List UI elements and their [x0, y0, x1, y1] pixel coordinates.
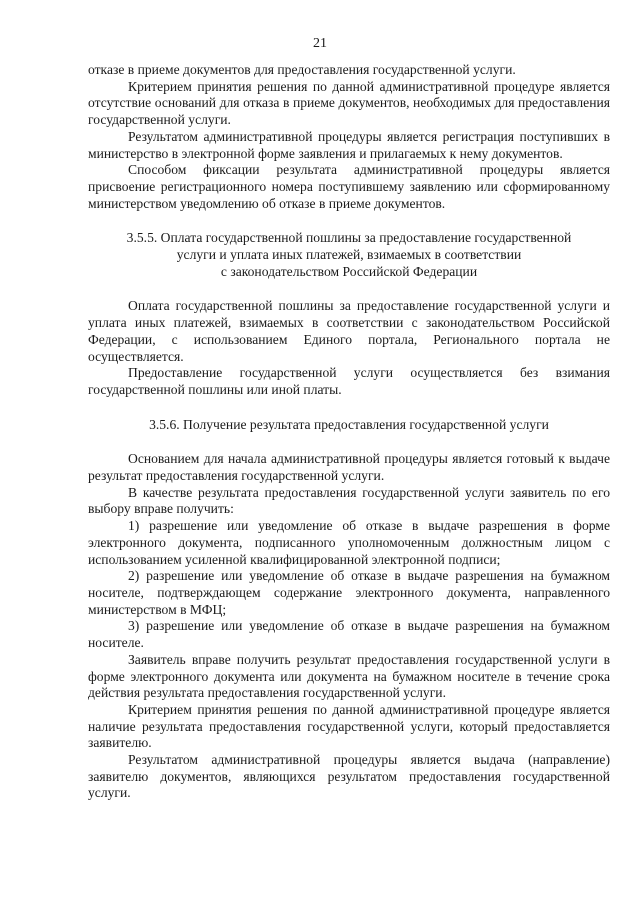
heading-line: 3.5.5. Оплата государственной пошлины за предоставление государственной	[126, 230, 572, 246]
paragraph-result-2: Результатом административной процедуры является выдача (направление) заявителю документов, являющихся результатом предоставления государственной услуги.	[88, 752, 610, 801]
list-item: 2) разрешение или уведомление об отказе в выдаче разрешения на бумажном носителе, подтверждающем содержание электронного документа, направленного министерством в МФЦ;	[88, 568, 610, 617]
page-number: 21	[313, 36, 327, 51]
paragraph-payment: Оплата государственной пошлины за предоставление государственной услуги и уплата иных платежей, взимаемых в соответствии с законодательством Российской Федерации, с использованием Единого портала, Регионального портала не осуществляется.	[88, 298, 610, 364]
list-item: 3) разрешение или уведомление об отказе в выдаче разрешения на бумажном носителе.	[88, 618, 610, 651]
section-heading-3-5-6: 3.5.6. Получение результата предоставления государственной услуги	[149, 416, 549, 432]
paragraph-fixation: Способом фиксации результата административной процедуры является присвоение регистрационного номера поступившему заявлению или сформированному министерством уведомлению об отказе в приеме документов.	[88, 162, 610, 211]
paragraph-criterion: Критерием принятия решения по данной административной процедуре является отсутствие оснований для отказа в приеме документов, необходимых для предоставления государственной услуги.	[88, 78, 610, 128]
paragraph-no-fee: Предоставление государственной услуги осуществляется без взимания государственной пошлины или иной платы.	[88, 365, 610, 397]
result-options-list	[88, 518, 610, 652]
paragraph-result: Результатом административной процедуры является регистрация поступивших в министерство в электронной форме заявления и прилагаемых к нему документов.	[88, 128, 610, 161]
heading-line: услуги и уплата иных платежей, взимаемых в соответствии	[176, 247, 522, 263]
document-body	[88, 62, 610, 802]
paragraph-right: Заявитель вправе получить результат предоставления государственной услуги в форме электронного документа или документа на бумажном носителе в течение срока действия результата предоставления государственной услуги.	[88, 651, 610, 701]
section-heading-3-5-5	[88, 230, 610, 280]
paragraph-choice: В качестве результата предоставления государственной услуги заявитель по его выбору вправе получить:	[88, 484, 610, 517]
list-item: 1) разрешение или уведомление об отказе в выдаче разрешения в форме электронного документа, подписанного уполномоченным должностным лицом с использованием усиленной квалифицированной электронной подписи;	[88, 518, 610, 567]
heading-line: с законодательством Российской Федерации	[220, 263, 478, 279]
paragraph-criterion-2: Критерием принятия решения по данной административной процедуре является наличие результата предоставления государственной услуги, который предоставляется заявителю.	[88, 701, 610, 751]
paragraph-basis: Основанием для начала административной процедуры является готовый к выдаче результат предоставления государственной услуги.	[88, 451, 610, 484]
paragraph-continuation: отказе в приеме документов для предоставления государственной услуги.	[88, 62, 516, 77]
